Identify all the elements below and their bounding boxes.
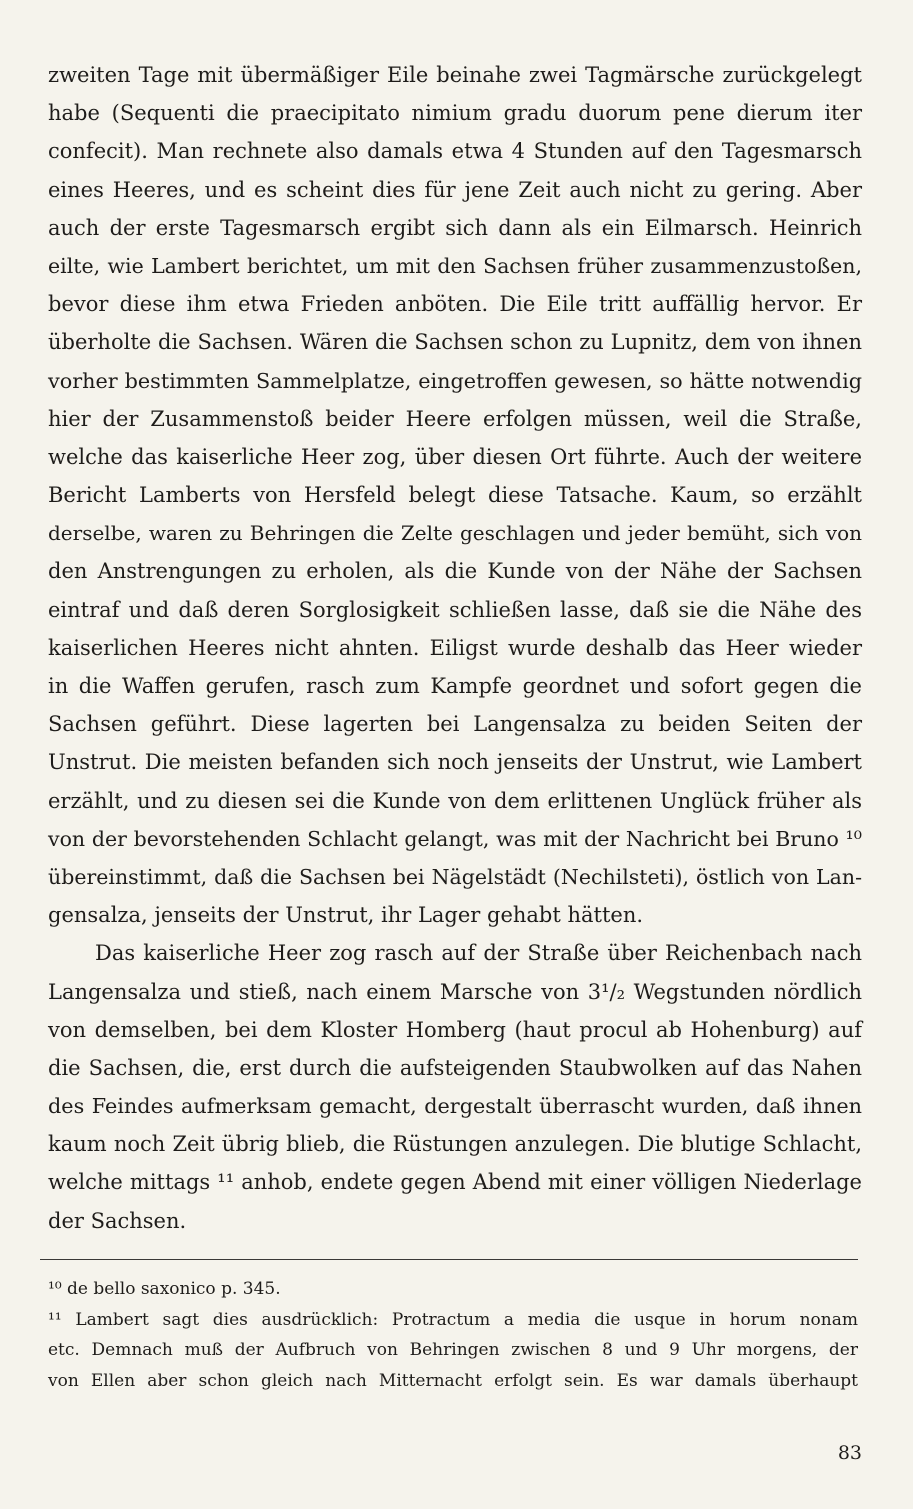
text-line: eintraf und daß deren Sorglosigkeit schließen lasse, daß sie die Nähe des	[48, 597, 862, 622]
text-line: Unstrut. Die meisten befanden sich noch jenseits der Unstrut, wie Lambert	[48, 750, 862, 775]
paragraph-end-line: gensalza, jenseits der Unstrut, ihr Lager gehabt hätten.	[48, 903, 644, 928]
footnotes	[48, 1274, 858, 1396]
text-line: habe (Sequenti die praecipitato nimium gradu duorum pene dierum iter	[48, 101, 862, 126]
text-line: welche mittags ¹¹ anhob, endete gegen Abend mit einer völligen Niederlage	[48, 1170, 862, 1195]
text-line: Langensalza und stieß, nach einem Marsche von 3¹/₂ Wegstunden nördlich	[48, 979, 862, 1004]
text-line: kaum noch Zeit übrig blieb, die Rüstungen anzulegen. Die blutige Schlacht,	[48, 1132, 862, 1157]
text-line: confecit). Man rechnete also damals etwa 4 Stunden auf den Tagesmarsch	[48, 139, 862, 164]
text-line: bevor diese ihm etwa Frieden anböten. Die Eile tritt auffällig hervor. Er	[48, 292, 862, 317]
text-line: derselbe, waren zu Behringen die Zelte geschlagen und jeder bemüht, sich von	[48, 521, 862, 546]
text-line: kaiserlichen Heeres nicht ahnten. Eiligst wurde deshalb das Heer wieder	[48, 635, 862, 660]
text-line: von demselben, bei dem Kloster Homberg (haut procul ab Hohenburg) auf	[48, 1017, 862, 1042]
page-number: 83	[837, 1442, 862, 1464]
text-line: auch der erste Tagesmarsch ergibt sich dann als ein Eilmarsch. Heinrich	[48, 215, 862, 240]
text-line: des Feindes aufmerksam gemacht, dergestalt überrascht wurden, daß ihnen	[48, 1094, 862, 1119]
text-line: hier der Zusammenstoß beider Heere erfolgen müssen, weil die Straße,	[48, 406, 862, 431]
footnote-11-line: von Ellen aber schon gleich nach Mitternacht erfolgt sein. Es war damals überhaupt	[48, 1370, 858, 1391]
text-line: den Anstrengungen zu erholen, als die Kunde von der Nähe der Sachsen	[48, 559, 862, 584]
footnote-11-line: etc. Demnach muß der Aufbruch von Behringen zwischen 8 und 9 Uhr morgens, der	[48, 1340, 858, 1360]
body-text	[48, 56, 862, 1240]
text-line: zweiten Tage mit übermäßiger Eile beinahe zwei Tagmärsche zurückgelegt	[48, 63, 862, 87]
text-line: Bericht Lamberts von Hersfeld belegt diese Tatsache. Kaum, so erzählt	[48, 483, 862, 508]
text-line: in die Waffen gerufen, rasch zum Kampfe geordnet und sofort gegen die	[48, 674, 862, 698]
footnote-11-line: ¹¹ Lambert sagt dies ausdrücklich: Protractum a media die usque in horum nonam	[48, 1309, 858, 1330]
footnote-10: ¹⁰ de bello saxonico p. 345.	[48, 1279, 281, 1299]
text-line: überholte die Sachsen. Wären die Sachsen schon zu Lupnitz, dem von ihnen	[48, 330, 862, 355]
text-line: eines Heeres, und es scheint dies für jene Zeit auch nicht zu gering. Aber	[48, 177, 862, 202]
text-line: übereinstimmt, daß die Sachsen bei Nägelstädt (Nechilsteti), östlich von Lan-	[48, 864, 862, 889]
paragraph-end-line: der Sachsen.	[48, 1208, 187, 1233]
text-line: Sachsen geführt. Diese lagerten bei Langensalza zu beiden Seiten der	[48, 712, 862, 737]
text-line: eilte, wie Lambert berichtet, um mit den Sachsen früher zusammenzustoßen,	[48, 253, 862, 278]
paragraph-start-line: Das kaiserliche Heer zog rasch auf der Straße über Reichenbach nach	[95, 941, 862, 966]
footnote-divider	[40, 1259, 858, 1260]
text-line: erzählt, und zu diesen sei die Kunde von dem erlittenen Unglück früher als	[48, 788, 862, 813]
text-line: welche das kaiserliche Heer zog, über diesen Ort führte. Auch der weitere	[48, 444, 862, 469]
text-line: vorher bestimmten Sammelplatze, eingetroffen gewesen, so hätte notwendig	[48, 368, 862, 393]
text-line: von der bevorstehenden Schlacht gelangt, was mit der Nachricht bei Bruno ¹⁰	[48, 826, 862, 851]
text-line: die Sachsen, die, erst durch die aufsteigenden Staubwolken auf das Nahen	[48, 1055, 862, 1080]
